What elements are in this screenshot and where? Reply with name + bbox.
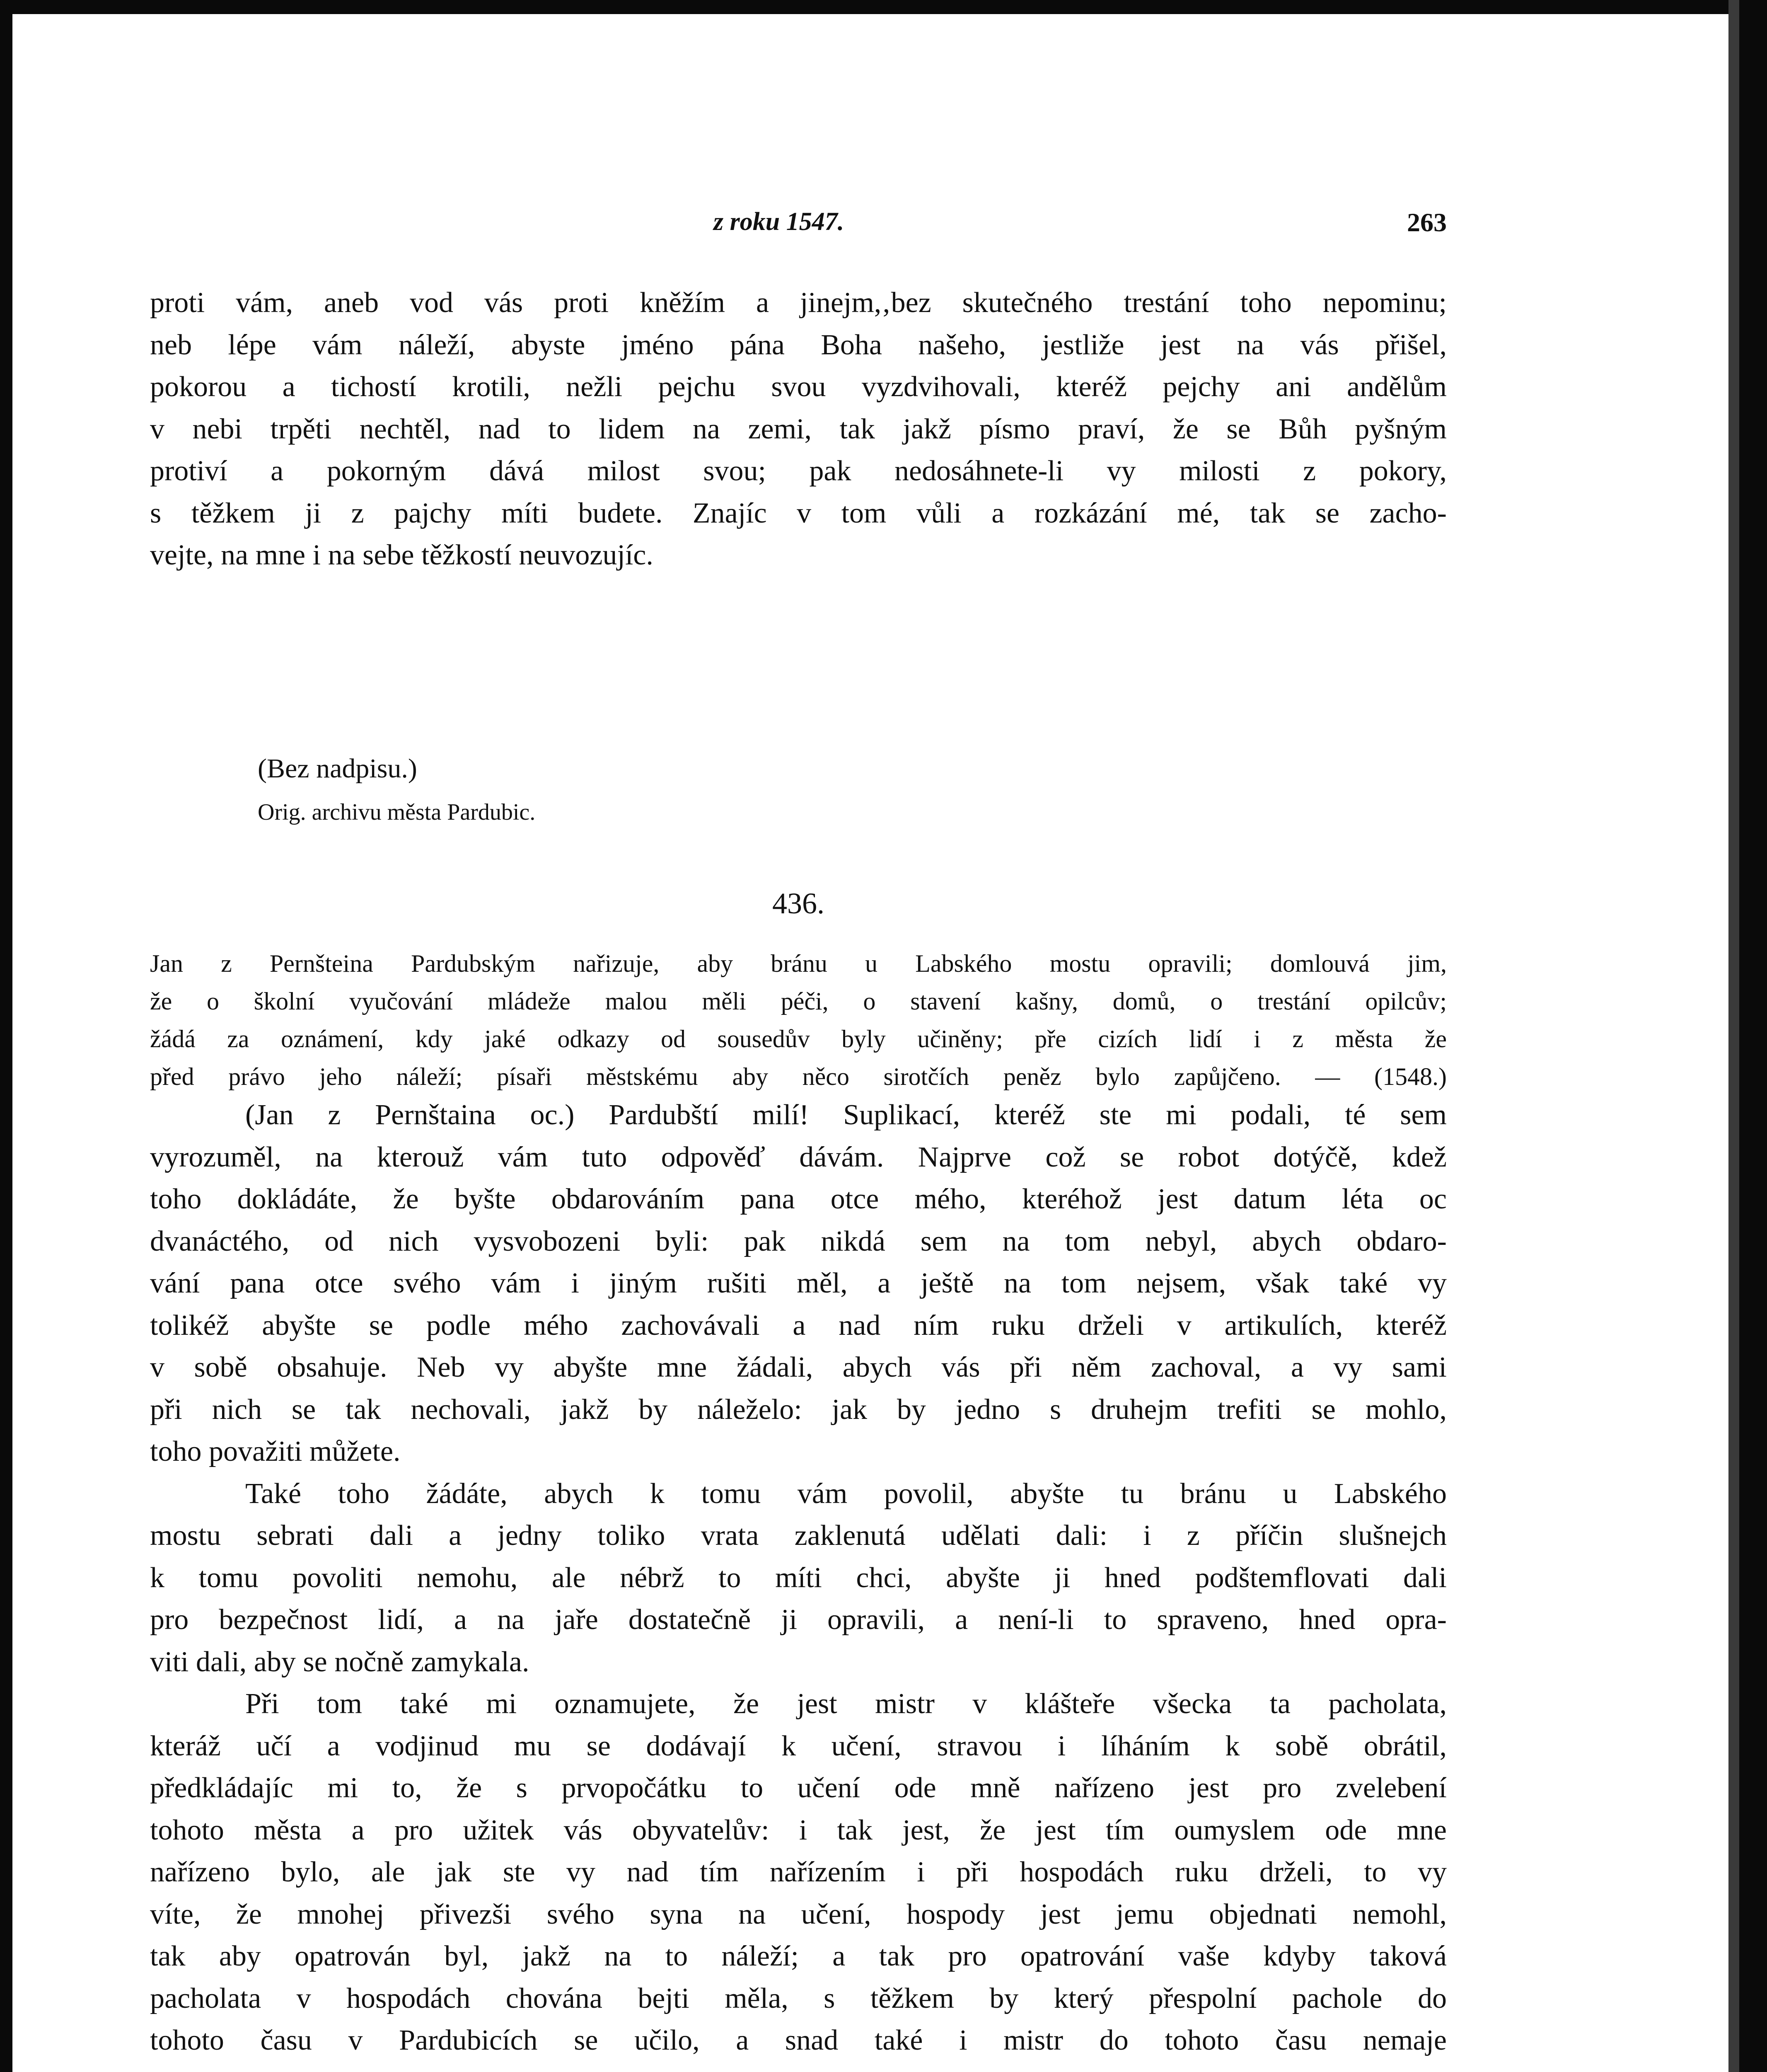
text-line: předkládajíc mi to, že s prvopočátku to učení ode mně nařízeno jest pro zvelebení [150,1772,1447,1804]
document-number: 436. [772,887,824,920]
text-line: víte, že mnohej přivezši svého syna na učení, hospody jest jemu objednati nemohl, [150,1898,1447,1930]
text-line: dvanáctého, od nich vysvobozeni byli: pak nikdá sem na tom nebyl, abych obdaro- [150,1225,1447,1257]
text-line: při nich se tak nechovali, jakž by náleželo: jak by jedno s druhejm trefiti se mohlo, [150,1393,1447,1426]
scan-border-left [0,0,12,2072]
scan-border-right-shadow [1728,0,1739,2072]
paragraph [150,1683,1447,2062]
text-line: vyrozuměl, na kterouž vám tuto odpověď dávám. Najprve což se robot dotýčě, kdež [150,1141,1447,1173]
summary-line: že o školní vyučování mládeže malou měli péči, o stavení kašny, domů, o trestání opilcův; [150,988,1447,1015]
scan-border-top [0,0,1767,14]
text-line: (Jan z Pernštaina oc.) Pardubští milí! Suplikací, kteréž ste mi podali, té sem [245,1099,1447,1131]
text-line: nařízeno bylo, ale jak ste vy nad tím nařízením i při hospodách ruku drželi, to vy [150,1856,1447,1888]
text-line: neb lépe vám náleží, abyste jméno pána Boha našeho, jestliže jest na vás přišel, [150,329,1447,361]
text-line: vání pana otce svého vám i jiným rušiti měl, a ještě na tom nejsem, však také vy [150,1267,1447,1299]
paragraph [150,1473,1447,1683]
paragraph [150,1094,1447,1473]
text-line: toho považiti můžete. [150,1435,401,1467]
text-line: tolikéž abyšte se podle mého zachovávali a nad ním ruku drželi v artikulích, kteréž [150,1309,1447,1341]
summary-line: před právo jeho náleží; písaři městskému aby něco sirotčích peněz bylo zapůjčeno. — (1548.) [150,1063,1447,1090]
page-number: 263 [1407,208,1447,237]
archive-source-note: Orig. archivu města Pardubic. [258,799,536,825]
page-header [150,199,1447,249]
running-title: z roku 1547. [713,208,844,236]
summary-line: Jan z Pernšteina Pardubským nařizuje, aby bránu u Labského mostu opravili; domlouvá jim, [150,950,1447,977]
text-line: tak aby opatrován byl, jakž na to náleží; a tak pro opatrování vaše kdyby taková [150,1940,1447,1972]
text-line: viti dali, aby se nočně zamykala. [150,1646,529,1678]
text-line: v sobě obsahuje. Neb vy abyšte mne žádali, abych vás při něm zachoval, a vy sami [150,1351,1447,1383]
text-line: tohoto času v Pardubicích se učilo, a snad také i mistr do tohoto času nemaje [150,2024,1447,2056]
text-line: kteráž učí a vodjinud mu se dodávají k učení, stravou i líháním k sobě obrátil, [150,1730,1447,1762]
text-line: Při tom také mi oznamujete, že jest mistr v klášteře všecka ta pacholata, [245,1688,1447,1720]
text-line: s těžkem ji z pajchy míti budete. Znajíc v tom vůli a rozkázání mé, tak se zacho- [150,497,1447,529]
text-line: mostu sebrati dali a jedny toliko vrata zaklenutá udělati dali: i z příčin slušnejch [150,1520,1447,1552]
text-line: pacholata v hospodách chována bejti měla, s těžkem by který přespolní pachole do [150,1982,1447,2014]
text-line: pro bezpečnost lidí, a na jaře dostatečně ji opravili, a není-li to spraveno, hned opra- [150,1604,1447,1636]
text-line: proti vám, aneb vod vás proti kněžím a jinejm,‚bez skutečného trestání toho nepominu; [150,287,1447,319]
document-summary [150,945,1447,1096]
scan-border-right [1739,0,1767,2072]
text-line: pokorou a tichostí krotili, nežli pejchu svou vyzdvihovali, kteréž pejchy ani andělům [150,371,1447,403]
text-line: toho dokládáte, že byšte obdarováním pana otce mého, kteréhož jest datum léta oc [150,1183,1447,1215]
text-line: v nebi trpěti nechtěl, nad to lidem na zemi, tak jakž písmo praví, že se Bůh pyšným [150,413,1447,445]
continued-letter-text [150,282,1447,576]
text-line: protiví a pokorným dává milost svou; pak nedosáhnete-li vy milosti z pokory, [150,455,1447,487]
text-line: vejte, na mne i na sebe těžkostí neuvozujíc. [150,539,653,571]
letter-body [150,1094,1447,2062]
text-line: k tomu povoliti nemohu, ale nébrž to míti chci, abyšte ji hned podštemflovati dali [150,1561,1447,1594]
book-page [150,199,1447,2056]
text-line: Také toho žádáte, abych k tomu vám povolil, abyšte tu bránu u Labského [245,1477,1447,1510]
summary-line: žádá za oznámení, kdy jaké odkazy od sousedův byly učiněny; pře cizích lidí i z města že [150,1025,1447,1053]
signature-note: (Bez nadpisu.) [258,753,417,784]
text-line: tohoto města a pro užitek vás obyvatelův: i tak jest, že jest tím oumyslem ode mne [150,1814,1447,1846]
